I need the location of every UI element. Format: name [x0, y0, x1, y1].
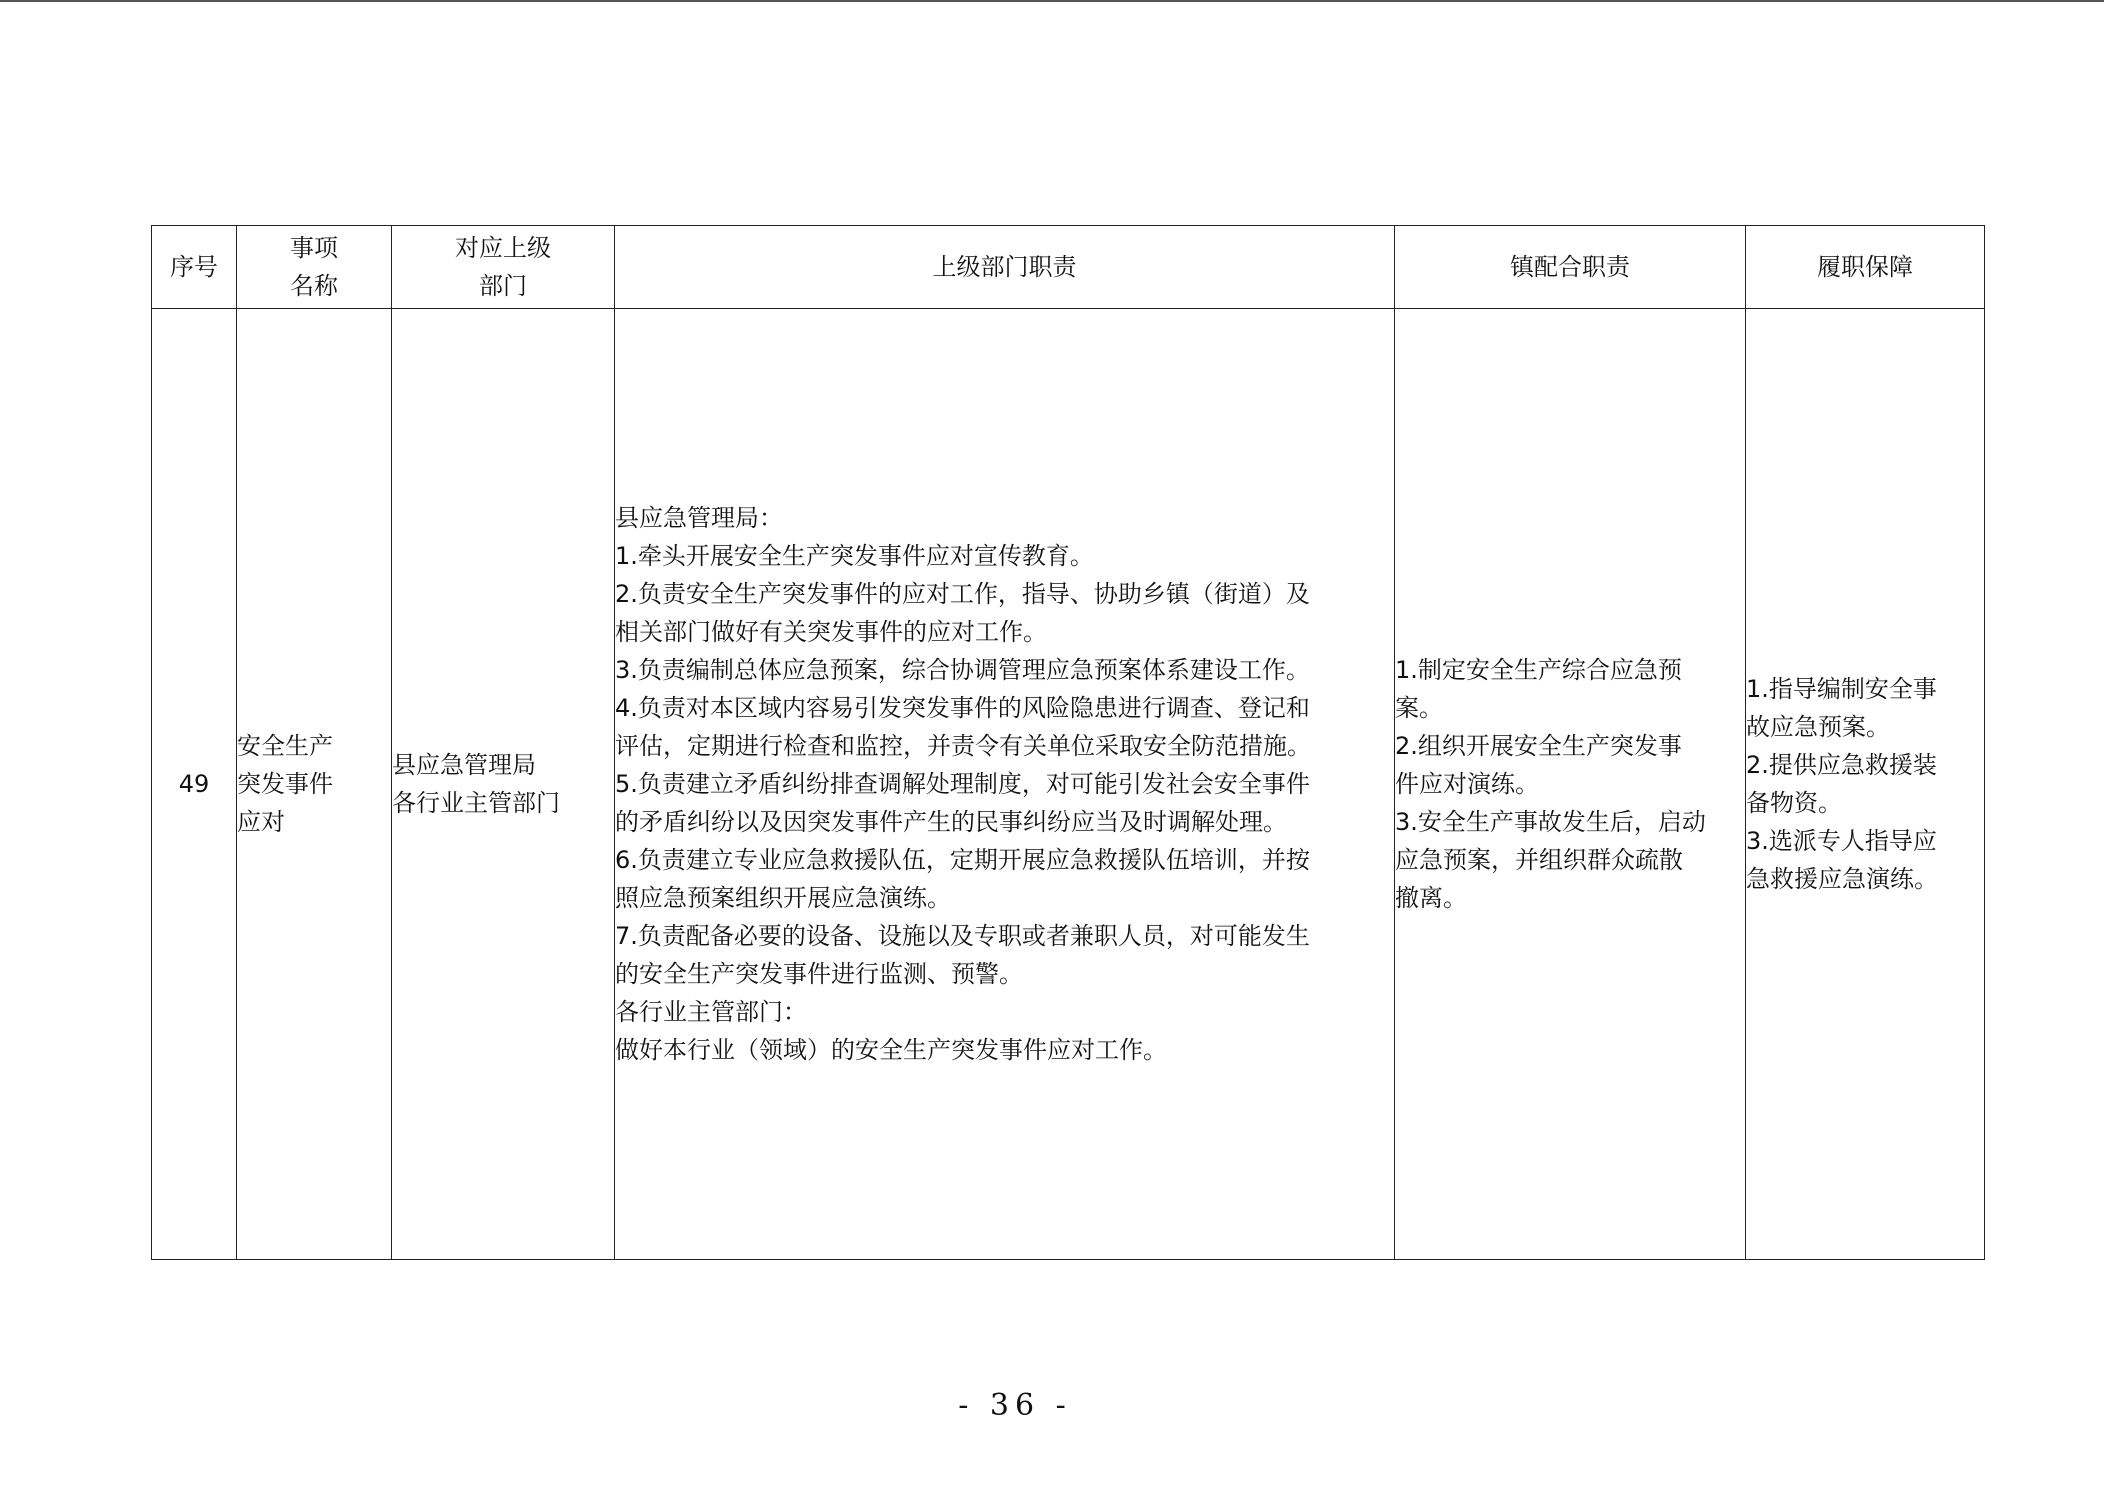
guarantee-line: 急救援应急演练。	[1746, 865, 1938, 893]
coop-line: 案。	[1395, 694, 1443, 722]
guarantee-line: 故应急预案。	[1746, 713, 1890, 741]
duty-line: 相关部门做好有关突发事件的应对工作。	[615, 618, 1047, 646]
dept-line: 县应急管理局	[392, 751, 536, 779]
duty-line: 的矛盾纠纷以及因突发事件产生的民事纠纷应当及时调解处理。	[615, 808, 1287, 836]
duty-line: 评估，定期进行检查和监控，并责令有关单位采取安全防范措施。	[615, 732, 1311, 760]
header-superior-dept-line: 部门	[479, 272, 527, 300]
duty-line: 做好本行业（领域）的安全生产突发事件应对工作。	[615, 1036, 1167, 1064]
duty-line: 3.负责编制总体应急预案，综合协调管理应急预案体系建设工作。	[615, 656, 1310, 684]
coop-line: 1.制定安全生产综合应急预	[1395, 656, 1682, 684]
cell-superior-dept	[392, 309, 615, 1260]
duty-line: 7.负责配备必要的设备、设施以及专职或者兼职人员，对可能发生	[615, 922, 1310, 950]
header-item-name-line: 名称	[290, 272, 338, 300]
guarantee-line: 备物资。	[1746, 789, 1842, 817]
coop-line: 应急预案，并组织群众疏散	[1395, 846, 1683, 874]
cell-item-name	[237, 309, 392, 1260]
coop-line: 2.组织开展安全生产突发事	[1395, 732, 1682, 760]
header-town-cooperation: 镇配合职责	[1395, 226, 1746, 309]
top-border-line	[0, 0, 2104, 2]
cell-seq: 49	[152, 309, 237, 1260]
cell-guarantee	[1746, 309, 1985, 1260]
cell-town-cooperation	[1395, 309, 1746, 1260]
duty-line: 5.负责建立矛盾纠纷排查调解处理制度，对可能引发社会安全事件	[615, 770, 1310, 798]
header-item-name	[237, 226, 392, 309]
coop-line: 3.安全生产事故发生后，启动	[1395, 808, 1706, 836]
cell-superior-duty	[615, 309, 1395, 1260]
table-row	[152, 309, 1985, 1260]
duty-line: 1.牵头开展安全生产突发事件应对宣传教育。	[615, 542, 1094, 570]
item-name-line: 突发事件	[237, 770, 333, 798]
item-name-line: 应对	[237, 808, 285, 836]
duty-line: 的安全生产突发事件进行监测、预警。	[615, 960, 1023, 988]
header-superior-dept	[392, 226, 615, 309]
table-header-row	[152, 226, 1985, 309]
guarantee-line: 1.指导编制安全事	[1746, 675, 1937, 703]
header-seq: 序号	[152, 226, 237, 309]
duty-line: 6.负责建立专业应急救援队伍，定期开展应急救援队伍培训，并按	[615, 846, 1310, 874]
header-guarantee: 履职保障	[1746, 226, 1985, 309]
duty-line: 2.负责安全生产突发事件的应对工作，指导、协助乡镇（街道）及	[615, 580, 1310, 608]
header-item-name-line: 事项	[290, 234, 338, 262]
guarantee-line: 2.提供应急救援装	[1746, 751, 1937, 779]
coop-line: 件应对演练。	[1395, 770, 1539, 798]
page-number: - 36 -	[958, 1388, 1072, 1423]
duty-table	[151, 225, 1985, 1260]
header-superior-duty: 上级部门职责	[615, 226, 1395, 309]
duty-line: 县应急管理局：	[615, 504, 783, 532]
duty-line: 4.负责对本区域内容易引发突发事件的风险隐患进行调查、登记和	[615, 694, 1310, 722]
coop-line: 撤离。	[1395, 884, 1467, 912]
header-superior-dept-line: 对应上级	[455, 234, 551, 262]
guarantee-line: 3.选派专人指导应	[1746, 827, 1937, 855]
duty-line: 各行业主管部门：	[615, 998, 807, 1026]
item-name-line: 安全生产	[237, 732, 333, 760]
dept-line: 各行业主管部门	[392, 789, 560, 817]
duty-line: 照应急预案组织开展应急演练。	[615, 884, 951, 912]
